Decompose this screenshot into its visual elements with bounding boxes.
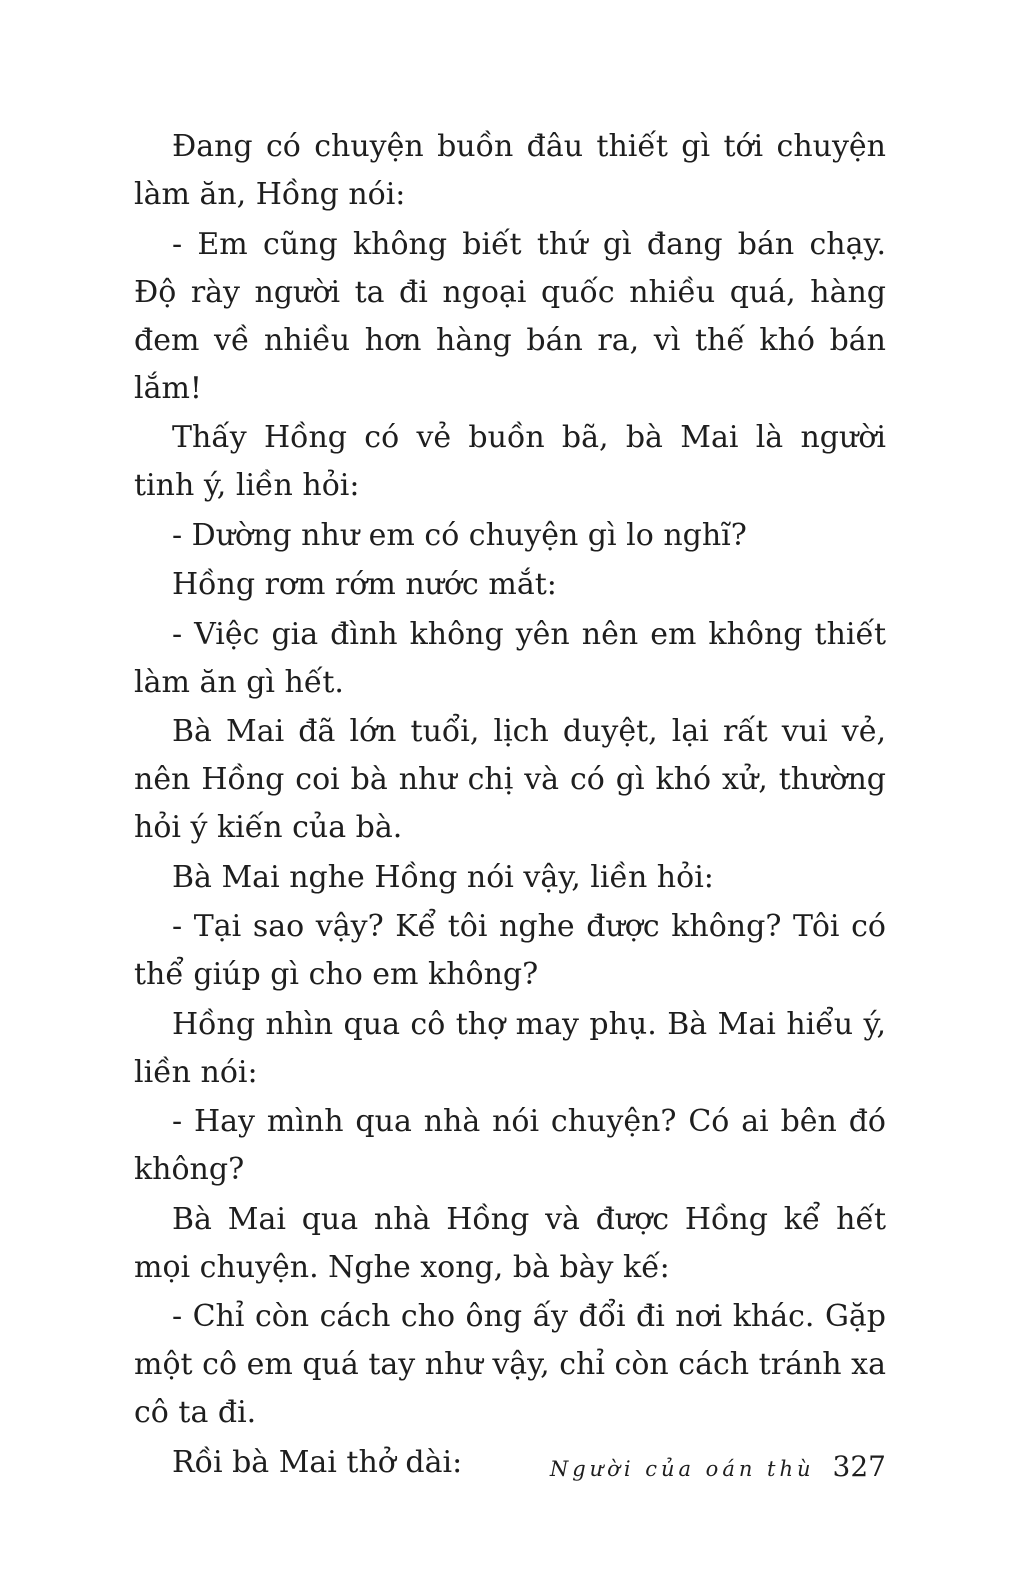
paragraph: - Dường như em có chuyện gì lo nghĩ? — [172, 517, 747, 553]
paragraph: Bà Mai qua nhà Hồng và được Hồng kể hết mọi chuyện. Nghe xong, bà bày kế: — [134, 1201, 886, 1285]
paragraph: - Chỉ còn cách cho ông ấy đổi đi nơi khác. Gặp một cô em quá tay như vậy, chỉ còn cách tránh xa cô ta đi. — [134, 1299, 886, 1430]
paragraph: - Em cũng không biết thứ gì đang bán chạy. Độ rày người ta đi ngoại quốc nhiều quá, hàng đem về nhiều hơn hàng bán ra, vì thế khó bán lắm! — [134, 226, 886, 406]
paragraph: Hồng rơm rớm nước mắt: — [172, 567, 557, 602]
paragraph: Bà Mai đã lớn tuổi, lịch duyệt, lại rất vui vẻ, nên Hồng coi bà như chị và có gì khó xử, thường hỏi ý kiến của bà. — [134, 714, 886, 845]
paragraph: Thấy Hồng có vẻ buồn bã, bà Mai là người tinh ý, liền hỏi: — [134, 420, 886, 503]
paragraph: Rồi bà Mai thở dài: — [172, 1444, 463, 1480]
paragraph: - Tại sao vậy? Kể tôi nghe được không? Tôi có thể giúp gì cho em không? — [134, 909, 886, 992]
paragraph: Hồng nhìn qua cô thợ may phụ. Bà Mai hiểu ý, liền nói: — [134, 1006, 886, 1090]
page-number: 327 — [832, 1450, 886, 1483]
paragraph: - Hay mình qua nhà nói chuyện? Có ai bên đó không? — [134, 1104, 886, 1187]
paragraph: Đang có chuyện buồn đâu thiết gì tới chuyện làm ăn, Hồng nói: — [134, 129, 886, 212]
page-footer — [134, 1450, 886, 1490]
paragraph: Bà Mai nghe Hồng nói vậy, liền hỏi: — [172, 859, 714, 895]
paragraph: - Việc gia đình không yên nên em không thiết làm ăn gì hết. — [134, 616, 886, 700]
body-text — [134, 123, 886, 1488]
running-title: Người của oán thù — [549, 1457, 815, 1481]
